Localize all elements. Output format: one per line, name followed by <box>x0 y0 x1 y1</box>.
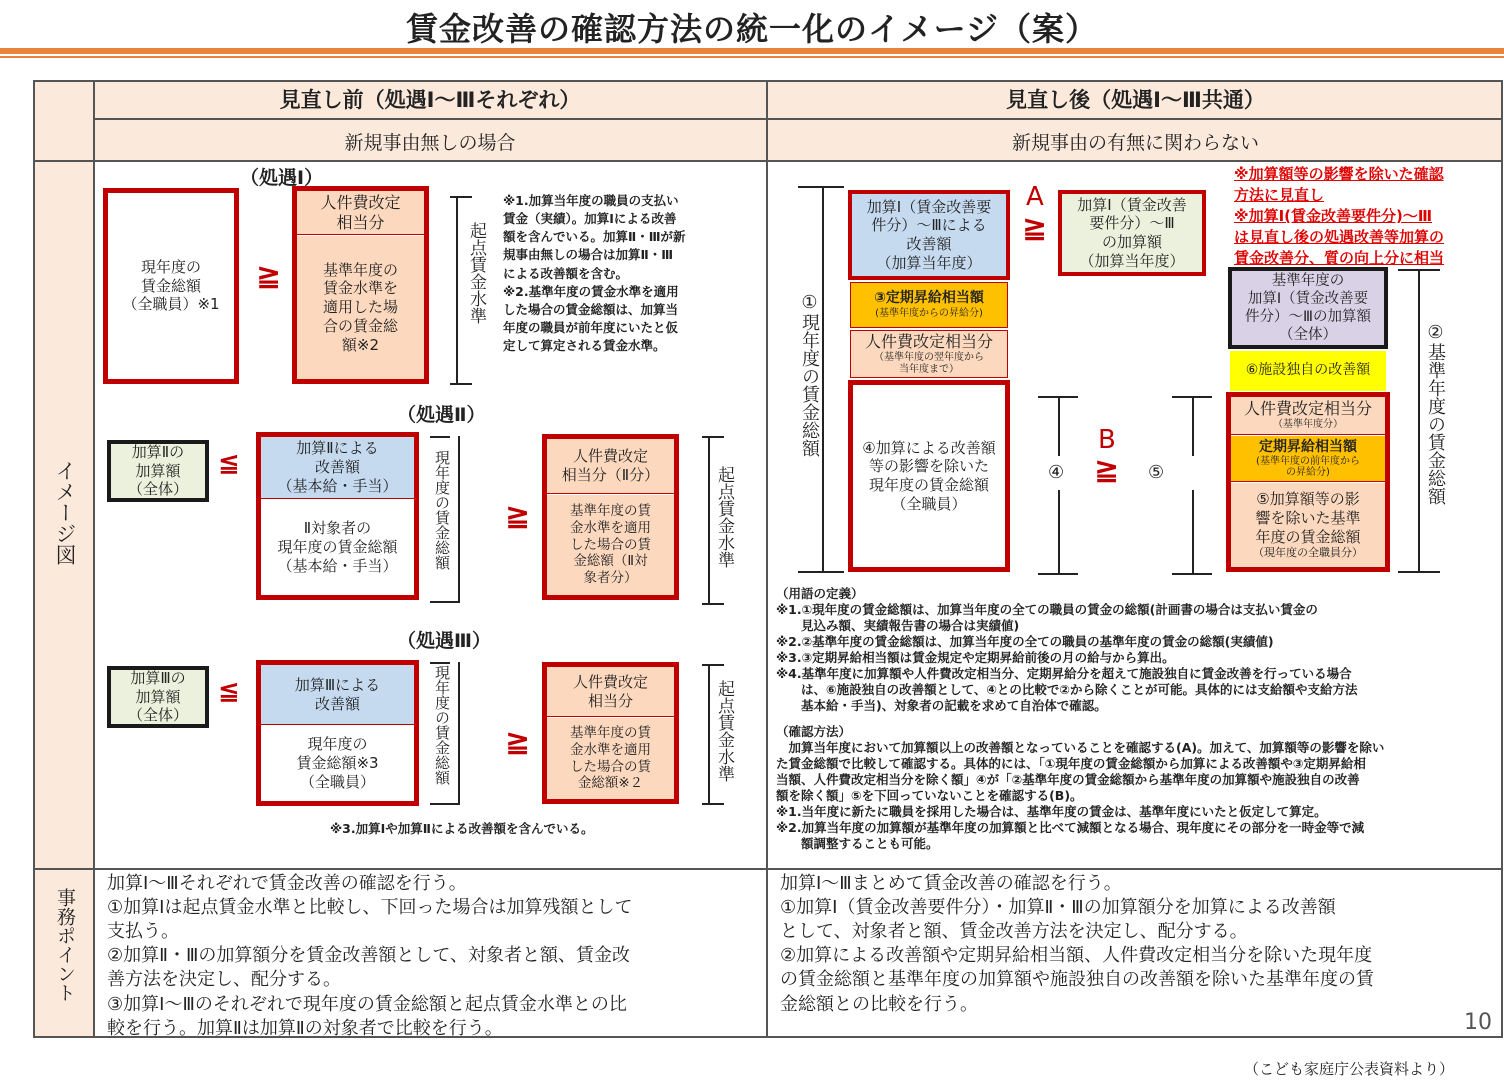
bracket <box>430 662 450 664</box>
bracket-label: 起点賃金水準 <box>714 680 734 782</box>
le-sign: ≦ <box>218 448 240 478</box>
title-underline-thin <box>0 56 1504 58</box>
labor-revision-base-box <box>1231 397 1385 435</box>
treatment-1-label: （処遇Ⅰ） <box>240 167 324 189</box>
bracket <box>1038 573 1078 575</box>
header-before: 見直し前（処遇Ⅰ～Ⅲそれぞれ） <box>279 88 581 112</box>
base-year-level-3-box: 基準年度の賃 金水準を適用 した場合の賃 金総額※２ <box>547 718 674 799</box>
bracket <box>450 383 472 385</box>
bracket <box>1172 573 1212 575</box>
periodic-raise-sub: (基準年度からの昇給分) <box>875 307 983 319</box>
adjusted-base-total-label: ⑤加算額等の影 響を除いた基準 年度の賃金総額 <box>1255 490 1361 546</box>
bracket-label: 現年度の賃金総額 <box>433 450 451 570</box>
bracket <box>702 603 724 605</box>
grid-line <box>93 80 95 1038</box>
label-b: B <box>1098 425 1116 455</box>
bracket <box>1192 490 1194 574</box>
bracket <box>430 803 460 805</box>
row-label-points: 事務ポイント <box>54 888 76 1002</box>
bracket <box>702 664 724 666</box>
bracket <box>430 436 450 438</box>
bracket-label: 起点賃金水準 <box>466 222 486 324</box>
periodic-raise-base-label: 定期昇給相当額 <box>1259 438 1357 455</box>
footnote-3: ※3.加算Ⅰや加算Ⅱによる改善額を含んでいる。 <box>330 821 594 836</box>
addition-3-amount-box: 加算Ⅲの 加算額 （全体） <box>107 666 209 728</box>
bracket <box>1398 571 1440 573</box>
ge-sign: ≧ <box>505 498 531 533</box>
bracket <box>708 664 710 804</box>
labor-revision-2-box: 人件費改定 相当分（Ⅱ分） <box>547 439 674 494</box>
grid-line <box>93 118 1503 120</box>
adjusted-base-total-box <box>1231 483 1385 567</box>
bracket <box>708 436 710 604</box>
treatment-1-note: ※1.加算当年度の職員の支払い 賃金（実績）。加算Ⅰによる改善 額を含んでいる。加算Ⅱ・Ⅲが新 規事由無しの場合は加算Ⅱ・Ⅲ による改善額を含む。 ※2.基準年度の賃金水準を適用 した場合の賃金総額は、加算当 年度の職員が前年度にいたと仮 定して算定される賃金水準。 <box>503 193 686 353</box>
ge-sign-b: ≧ <box>1094 452 1120 487</box>
grid-line <box>766 80 768 1038</box>
periodic-raise-label: ③定期昇給相当額 <box>874 290 984 306</box>
header-after-sub: 新規事由の有無に関わらない <box>1011 132 1259 154</box>
bracket <box>822 186 824 572</box>
labor-revision-base-label: 人件費改定相当分 <box>1243 399 1372 419</box>
label-5: ⑤ <box>1148 462 1165 483</box>
treatment-2-label: （処遇Ⅱ） <box>397 404 486 426</box>
adjusted-base-total-sub: （現年度の全職員分） <box>1253 546 1363 560</box>
labor-revision-label: 人件費改定相当分 <box>864 331 993 351</box>
grid-line <box>33 868 1503 870</box>
method-text: （確認方法） 加算当年度において加算額以上の改善額となっていることを確認する(A)。加えて、加算額等の影響を除い た賃金総額で比較して確認する。具体的には、「①現年度の賃金総額から加算による改善額や③定期昇給相 当額、人件費改定相当分を除く額」④が「②基準年度の賃金総額から基準年度の加算額や施設独自の改善 額を除く額」⑤を下回っていないことを確認する(B)。 ※1.当年度に新たに職員を採用した場合は、基準年度の賃金は、基準年度にいたと仮定して算定。 ※2.加算当年度の加算額が基準年度の加算額と比べて減額となる場合、現年度にその部分を一時金等で減 額調整することも可能。 <box>776 724 1385 851</box>
label-4: ④ <box>1048 462 1065 483</box>
adjusted-current-total-box: ④加算による改善額 等の影響を除いた 現年度の賃金総額 （全職員） <box>848 380 1010 572</box>
periodic-raise-base-box <box>1231 436 1385 482</box>
page-number: 10 <box>1464 1010 1492 1035</box>
bracket <box>458 662 460 804</box>
ge-sign: ≧ <box>505 724 531 759</box>
treatment-3-label: （処遇Ⅲ） <box>397 630 491 652</box>
base-year-level-2-box: 基準年度の賃 金水準を適用 した場合の賃 金総額（Ⅱ対 象者分） <box>547 495 674 595</box>
improvement-amount-box: 加算Ⅰ（賃金改善要 件分）～Ⅲによる 改善額 （加算当年度） <box>848 190 1010 280</box>
bracket <box>458 436 460 602</box>
title-underline <box>0 48 1504 54</box>
bracket <box>430 601 460 603</box>
current-total-box: 現年度の 賃金総額 （全職員）※1 <box>103 188 239 384</box>
labor-revision-3-box: 人件費改定 相当分 <box>547 667 674 717</box>
bracket-label: 現年度の賃金総額 <box>433 665 451 785</box>
ge-sign-a: ≧ <box>1022 210 1048 245</box>
bracket-label: 起点賃金水準 <box>714 466 734 568</box>
labor-revision-right-box <box>850 330 1008 378</box>
points-after: 加算Ⅰ～Ⅲまとめて賃金改善の確認を行う。 ①加算Ⅰ（賃金改善要件分）・加算Ⅱ・Ⅲの加算額分を加算による改善額 として、対象者と額、賃金改善方法を決定し、配分する。 ②加算による改善額や定期昇給相当額、人件費改定相当分を除いた現年度 の賃金総額と基準年度の加算額や施設独自の改善額を除いた基準年度の賃 金総額との比較を行う。 <box>780 873 1374 1015</box>
target-total-box: Ⅱ対象者の 現年度の賃金総額 （基本給・手当） <box>277 519 398 575</box>
le-sign: ≦ <box>218 676 240 706</box>
grid-line <box>33 160 1503 162</box>
bracket <box>450 196 472 198</box>
bracket <box>1192 396 1194 456</box>
label-a: A <box>1026 182 1044 212</box>
addition-2-improvement-box: 加算Ⅱによる 改善額 （基本給・手当） <box>261 437 414 499</box>
labor-revision-base-sub: （基準年度分） <box>1273 419 1343 431</box>
facility-improvement-box: ⑥施設独自の改善額 <box>1230 351 1386 391</box>
addition-3-improvement-box: 加算Ⅲによる 改善額 <box>261 665 414 725</box>
source-note: （こども家庭庁公表資料より） <box>1244 1060 1455 1078</box>
labor-revision-sub: （基準年度の翌年度から 当年度まで） <box>874 351 984 375</box>
addition-amount-box: 加算Ⅰ（賃金改善 要件分）～Ⅲ の加算額 （加算当年度） <box>1058 190 1206 276</box>
header-after: 見直し後（処遇Ⅰ～Ⅲ共通） <box>1006 88 1265 112</box>
periodic-raise-box <box>850 282 1008 328</box>
current-total-bracket-label: ①現年度の賃金総額 <box>796 292 822 457</box>
addition-2-amount-box: 加算Ⅱの 加算額 （全体） <box>107 440 209 502</box>
definitions-text: （用語の定義） ※1.①現年度の賃金総額は、加算当年度の全ての職員の賃金の総額(計画書の場合は支払い賃金の 見込み額、実績報告書の場合は実績値) ※2.②基準年度の賃金総額は、加算当年度の全ての職員の基準年度の賃金の総額(実績値) ※3.③定期昇給相当額は賃金規定や定期昇給前後の月の給与から算出。 ※4.基準年度に加算額や人件費改定相当分、定期昇給分を超えて施設独自に賃金改善を行っている場合 は、⑥施設独自の改善額として、④との比較で②から除くことが可能。具体的には支給額や支給方法 基本給・手当)、対象者の記載を求めて自治体で確認。 <box>776 586 1358 713</box>
bracket <box>1418 269 1420 572</box>
header-before-sub: 新規事由無しの場合 <box>344 132 516 154</box>
base-year-level-box: 基準年度の 賃金水準を 適用した場 合の賃金総 額※2 <box>297 236 424 379</box>
row-label-image: イメージ図 <box>53 460 77 565</box>
bracket <box>1058 396 1060 456</box>
revision-note: ※加算額等の影響を除いた確認 方法に見直し ※加算Ⅰ(賃金改善要件分)～Ⅲ は見直し後の処遇改善等加算の 賃金改善分、質の向上分に相当 <box>1234 165 1445 267</box>
base-total-bracket-label: ②基準年度の賃金総額 <box>1422 322 1448 505</box>
ge-sign: ≧ <box>256 258 282 293</box>
bracket <box>702 436 724 438</box>
bracket <box>798 571 844 573</box>
current-total-3-box: 現年度の 賃金総額※3 （全職員） <box>296 735 379 791</box>
bracket <box>1058 490 1060 574</box>
bracket <box>798 186 844 188</box>
page-title: 賃金改善の確認方法の統一化のイメージ（案） <box>405 10 1099 48</box>
labor-revision-box: 人件費改定 相当分 <box>297 191 424 235</box>
base-year-addition-box: 基準年度の 加算Ⅰ（賃金改善要 件分）～Ⅲの加算額 （全体） <box>1228 267 1388 349</box>
bracket <box>702 803 724 805</box>
periodic-raise-base-sub: (基準年度の前年度から の昇給分) <box>1256 456 1360 479</box>
bracket <box>456 196 458 384</box>
points-before: 加算Ⅰ～Ⅲそれぞれで賃金改善の確認を行う。 ①加算Ⅰは起点賃金水準と比較し、下回った場合は加算残額として 支払う。 ②加算Ⅱ・Ⅲの加算額分を賃金改善額として、対象者と額、賃金改 善方法を決定し、配分する。 ③加算Ⅰ～Ⅲのそれぞれで現年度の賃金総額と起点賃金水準との比 較を行う。加算Ⅱは加算Ⅱの対象者で比較を行う。 <box>107 873 633 1039</box>
